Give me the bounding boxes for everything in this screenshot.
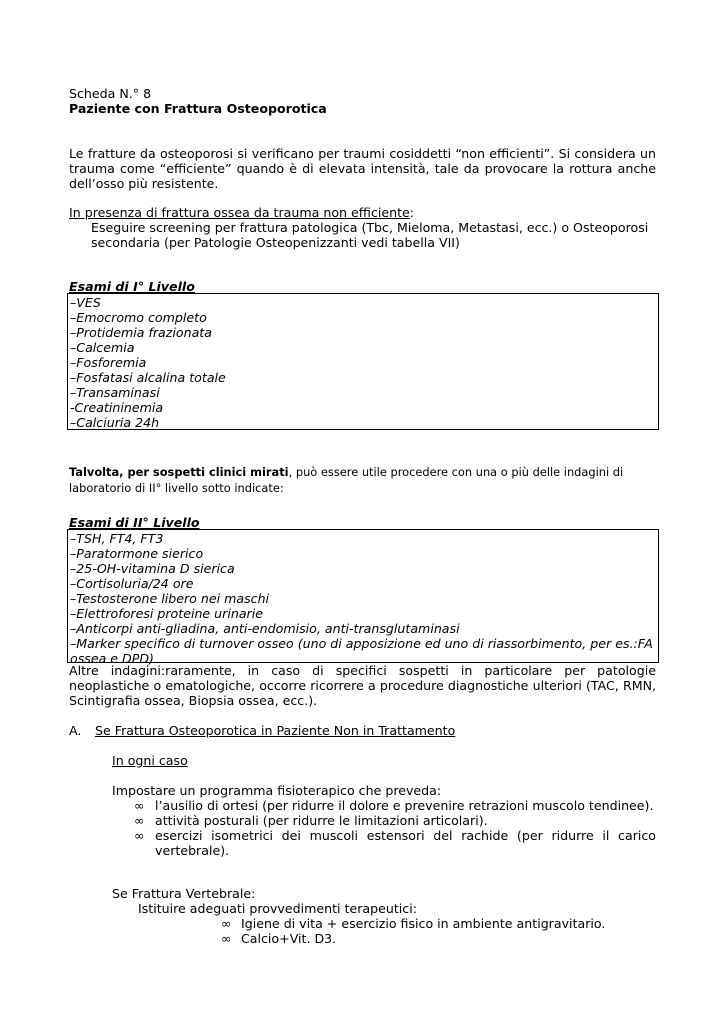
esami1-item: –VES — [70, 295, 101, 310]
ogni-caso-heading: In ogni caso — [112, 753, 188, 768]
prog-list-item — [134, 813, 656, 828]
ther-list-item — [221, 916, 651, 931]
esami1-item: –Protidemia frazionata — [70, 325, 212, 340]
esami2-heading: Esami di II° Livello — [69, 515, 200, 530]
ther-item-text: Calcio+Vit. D3. — [241, 931, 337, 946]
vertebrale-heading: Se Frattura Vertebrale: — [112, 886, 256, 901]
esami1-item: –Calciuria 24h — [70, 415, 160, 430]
esami2-item: –25-OH-vitamina D sierica — [70, 561, 235, 576]
infinity-bullet-icon: ∞ — [221, 916, 232, 931]
esami1-box — [67, 293, 659, 430]
esami2-item: –Marker specifico di turnover osseo (uno di apposizione ed uno di riassorbimento, per es.:FA ossea e DPD) — [70, 636, 653, 666]
istituire-text: Istituire adeguati provvedimenti terapeutici: — [138, 901, 417, 916]
esami1-item: –Calcemia — [70, 340, 135, 355]
esami2-item: –Anticorpi anti-gliadina, anti-endomisio, anti-transglutaminasi — [70, 621, 460, 636]
impostare-text: Impostare un programma fisioterapico che preveda: — [112, 783, 442, 798]
intro-paragraph: Le fratture da osteoporosi si verificano per traumi cosiddetti “non efficienti”. Si considera un trauma come “efficiente” quando è di elevata intensità, tale da provocare la rottura anche dell’osso più resistente. — [69, 146, 656, 191]
esami2-item: –Elettroforesi proteine urinarie — [70, 606, 263, 621]
infinity-bullet-icon: ∞ — [134, 828, 145, 843]
scheda-number: Scheda N.° 8 — [69, 86, 152, 101]
prog-item-text: esercizi isometrici dei muscoli estensori del rachide (per ridurre il carico vertebrale). — [155, 828, 656, 858]
page-title: Paziente con Frattura Osteoporotica — [69, 101, 327, 116]
talvolta-bold: Talvolta, per sospetti clinici mirati — [69, 465, 289, 479]
esami2-box — [67, 529, 659, 666]
prog-item-text: l’ausilio di ortesi (per ridurre il dolore e prevenire retrazioni muscolo tendinee). — [155, 798, 654, 813]
prog-list-item — [134, 828, 656, 858]
presenza-colon: : — [409, 205, 415, 220]
talvolta-rest: , può essere utile procedere con una o più delle indagini di laboratorio di II° livello sotto indicate: — [69, 465, 624, 495]
esami1-item: –Fosforemia — [70, 355, 147, 370]
infinity-bullet-icon: ∞ — [134, 813, 145, 828]
presenza-heading: In presenza di frattura ossea da trauma non efficiente — [69, 205, 410, 220]
infinity-bullet-icon: ∞ — [134, 798, 145, 813]
esami1-item: –Transaminasi — [70, 385, 160, 400]
esami2-item: –Testosterone libero nei maschi — [70, 591, 270, 606]
ther-item-text: Igiene di vita + esercizio fisico in ambiente antigravitario. — [241, 916, 606, 931]
esami2-item: –Paratormone sierico — [70, 546, 204, 561]
esami2-item: –Cortisoluria/24 ore — [70, 576, 194, 591]
section-a-title: Se Frattura Osteoporotica in Paziente Non in Trattamento — [95, 723, 456, 738]
section-a-heading — [69, 723, 656, 738]
talvolta-paragraph — [69, 464, 656, 496]
presenza-heading-line — [69, 205, 656, 220]
prog-list-item — [134, 798, 656, 813]
prog-item-text: attività posturali (per ridurre le limitazioni articolari). — [155, 813, 488, 828]
esami1-item: –Fosfatasi alcalina totale — [70, 370, 226, 385]
section-a-letter: A. — [69, 723, 82, 738]
esami1-heading: Esami di I° Livello — [69, 279, 195, 294]
presenza-text: Eseguire screening per frattura patologica (Tbc, Mieloma, Metastasi, ecc.) o Osteoporosi secondaria (per Patologie Osteopenizzanti vedi tabella VII) — [91, 220, 649, 250]
esami1-item: -Creatininemia — [70, 400, 164, 415]
ther-list-item — [221, 931, 651, 946]
esami1-item: –Emocromo completo — [70, 310, 207, 325]
esami2-item: –TSH, FT4, FT3 — [70, 531, 164, 546]
altre-indagini: Altre indagini:raramente, in caso di specifici sospetti in particolare per patologie neoplastiche o ematologiche, occorre ricorrere a procedure diagnostiche ulteriori (TAC, RMN, Scintigrafia ossea, Biopsia ossea, ecc.). — [69, 663, 656, 708]
infinity-bullet-icon: ∞ — [221, 931, 232, 946]
